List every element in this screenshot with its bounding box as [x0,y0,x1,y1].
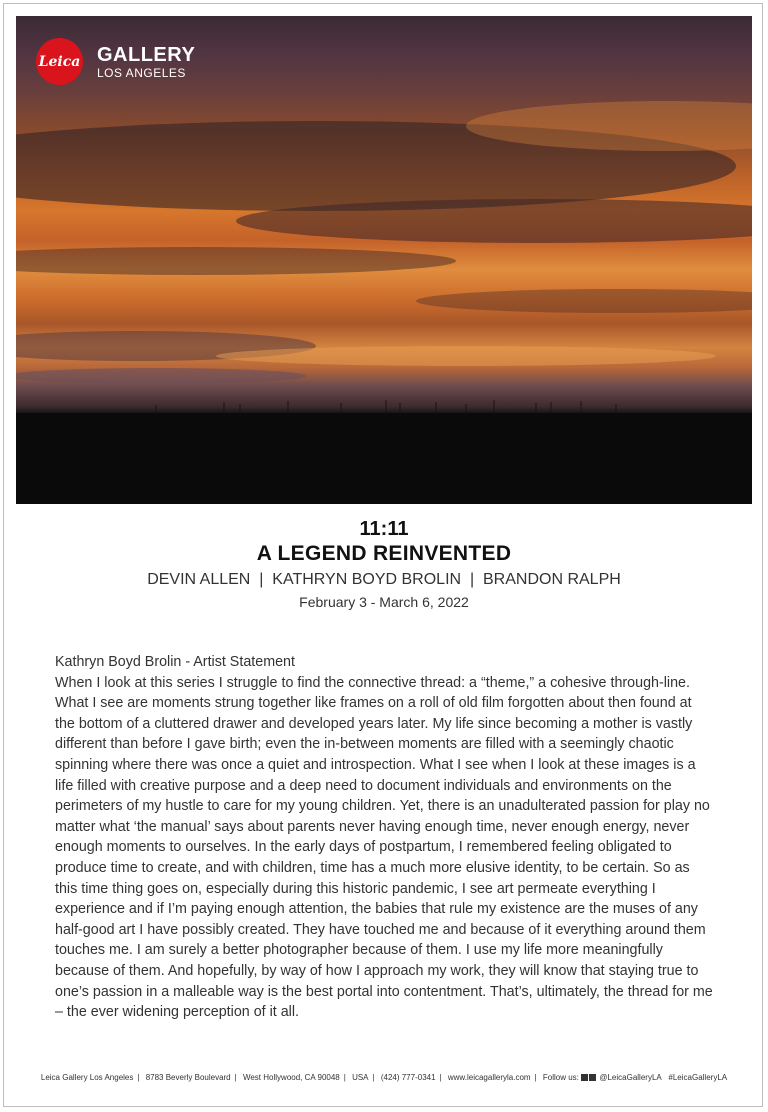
wind-turbines [16,394,752,416]
statement-heading: Kathryn Boyd Brolin - Artist Statement [55,654,295,670]
exhibition-dates: February 3 - March 6, 2022 [299,594,469,610]
gallery-title: GALLERY [97,43,196,66]
instagram-icon[interactable] [581,1074,588,1081]
footer-phone[interactable]: (424) 777-0341 [380,1073,436,1082]
gallery-logo[interactable] [36,38,195,85]
footer: Leica Gallery Los Angeles | 8783 Beverly Boulevard | West Hollywood, CA 90048 | USA | (424) 777-0341 | www.leicagalleryla.com | Follow us: @LeicaGalleryLA #LeicaGalleryLA [40,1073,728,1082]
exhibition-title: A LEGEND REINVENTED [256,542,512,565]
facebook-icon[interactable] [589,1074,596,1081]
footer-follow: Follow us: [542,1073,579,1082]
footer-handle[interactable]: @LeicaGalleryLA [599,1073,662,1082]
horizon-silhouette [16,413,752,504]
footer-city: West Hollywood, CA 90048 [242,1073,340,1082]
exhibition-time: 11:11 [359,518,409,540]
footer-website[interactable]: www.leicagalleryla.com [447,1073,531,1082]
exhibition-artists: DEVIN ALLEN | KATHRYN BOYD BROLIN | BRANDON RALPH [147,571,621,588]
statement-body: When I look at this series I struggle to find the connective thread: a “theme,” a cohesive through-line. What I see are moments strung together like frames on a roll of old film forgotten about then found at the bottom of a cluttered drawer and developed years later. My life since becoming a mother is vastly different than before I gave birth; even the in-between moments are filled with a seemingly chaotic spinning where there was once a quiet and introspection. What I see when I look at these images is a life filled with creative purpose and a deep need to document individuals and environments on the perimeters of my hustle to care for my young children. Yet, there is an unadulterated passion for play no matter what ‘the manual’ says about parents never having enough time, never enough energy, never enough moments to ourselves. In the early days of postpartum, I remembered feeling obligated to produce time to create, and with children, time has a much more elusive identity, to be certain. So as this time thing goes on, especially during this historic pandemic, I see art permeate everything I experience and if I’m paying enough attention, the babies that rule my existence are the muses of any half-good art I have possibly created. They have touched me and because of it everything around them touches me. I am surely a better photographer because of them. I use my life more meaningfully because of them. And hopefully, by way of how I approach my work, they will know that staying true to one’s passion in a malleable way is the best portal into contentment. That’s, ultimately, the thread for me – the ever widening perception of it all. [55,674,713,1021]
sunset-photo [16,16,752,504]
footer-country: USA [352,1073,369,1082]
gallery-subtitle: LOS ANGELES [97,65,186,80]
artist-statement [55,652,715,1023]
footer-name: Leica Gallery Los Angeles [40,1073,134,1082]
leica-logo-icon: Leica [36,38,83,85]
footer-address: 8783 Beverly Boulevard [145,1073,231,1082]
footer-hashtag[interactable]: #LeicaGalleryLA [668,1073,728,1082]
